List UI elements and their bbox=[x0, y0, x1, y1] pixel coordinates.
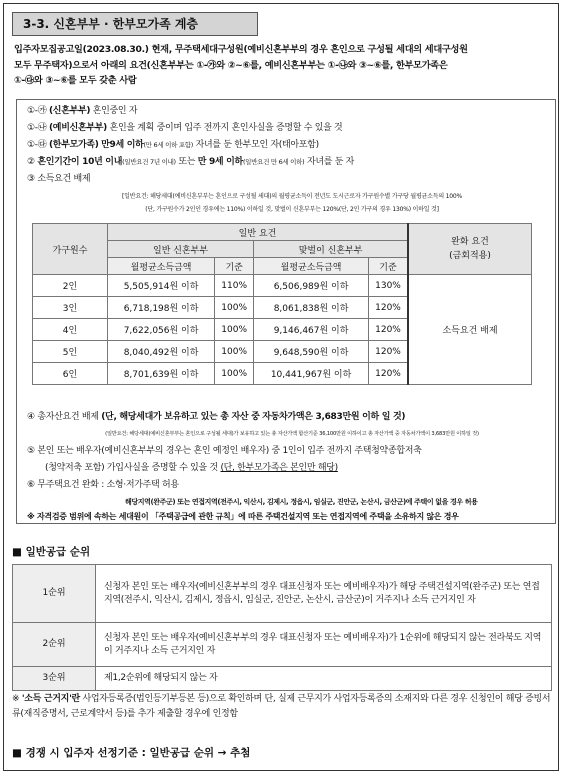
cell-dual-income: 9,146,467원 이하 bbox=[254, 319, 369, 341]
requirement-text: 혼인중인 자 bbox=[92, 106, 138, 116]
selection-criteria: ■ 경쟁 시 입주자 선정기준 : 일반공급 순위 → 추첨 bbox=[12, 747, 251, 759]
rank-description: 제1,2순위에 해당되지 않는 자 bbox=[96, 667, 552, 691]
requirement-text: 혼인을 계획 중이며 입주 전까지 혼인사실을 증명할 수 있을 것 bbox=[109, 123, 343, 133]
cell-single-pct: 100% bbox=[215, 341, 254, 363]
requirement-marker: ③ bbox=[27, 174, 35, 184]
requirement-marker: ② bbox=[27, 157, 35, 167]
intro-line: 모두 무주택자)으로서 아래의 요건(신혼부부는 ①-㉮와 ②~⑥를, 예비신혼부부는 ①-㉯와 ③~⑥를, 한부모가족은 bbox=[14, 59, 448, 71]
requirement-title-age: 만9세 이하 bbox=[101, 140, 144, 150]
footnote-mark: ※ bbox=[12, 694, 20, 704]
requirement-text: 또는 bbox=[178, 157, 196, 167]
cell-single-income: 6,718,198원 이하 bbox=[108, 297, 215, 319]
requirement-5-cont bbox=[45, 461, 338, 475]
cell-single-income: 8,701,639원 이하 bbox=[108, 363, 215, 385]
requirement-small-note: (만 6세 이하 포함) bbox=[143, 141, 194, 149]
requirement-text: 자녀를 둔 한부모인 자(태아포함) bbox=[195, 140, 319, 150]
income-base-footnote bbox=[12, 692, 552, 722]
cell-dual-income: 6,506,989원 이하 bbox=[254, 275, 369, 297]
cell-single-pct: 100% bbox=[215, 297, 254, 319]
cell-single-income: 5,505,914원 이하 bbox=[108, 275, 215, 297]
header-std: 기준 bbox=[215, 258, 254, 275]
header-std: 기준 bbox=[369, 258, 409, 275]
requirement-marker: ⑥ bbox=[27, 480, 35, 490]
requirement-1b bbox=[27, 121, 342, 135]
warning-note: ※ 자격검증 범위에 속하는 세대원이 「주택공급에 관한 규칙」에 따른 주택건설지역 또는 연접지역에 주택을 소유하지 않은 경우 bbox=[27, 512, 459, 521]
rank-cell: 3순위 bbox=[13, 667, 96, 691]
requirement-text: (청약저축 포함) 가입사실을 증명할 수 있을 것 bbox=[45, 463, 218, 473]
income-table bbox=[32, 223, 532, 385]
requirement-title: (예비신혼부부) bbox=[48, 123, 107, 133]
requirement-4 bbox=[27, 410, 405, 424]
requirement-6 bbox=[27, 478, 179, 492]
requirement-extra: (단, 해당세대가 보유하고 있는 총 자산 중 자동차가액은 3,683만원 이하 일 것) bbox=[101, 412, 406, 422]
cell-dual-pct: 120% bbox=[369, 319, 409, 341]
cell-dual-income: 8,061,838원 이하 bbox=[254, 297, 369, 319]
requirement-3 bbox=[27, 172, 90, 186]
cell-size: 4인 bbox=[33, 319, 108, 341]
requirement-small-note: (일반요건 만 6세 이하) bbox=[242, 158, 305, 166]
header-dual: 맞벌이 신혼부부 bbox=[254, 241, 408, 258]
cell-single-income: 8,040,492원 이하 bbox=[108, 341, 215, 363]
requirement-text: 본인 또는 배우자(예비신혼부부의 경우는 혼인 예정인 배우자) 중 1인이 입주 전까지 주택청약종합저축 bbox=[37, 446, 422, 456]
cell-single-pct: 110% bbox=[215, 275, 254, 297]
rank-description: 신청자 본인 또는 배우자(예비신혼부부의 경우 대표신청자 또는 예비배우자)가 1순위에 해당되지 않는 전라북도 지역이 거주지나 소득 근거지인 자 bbox=[96, 623, 552, 667]
requirement-title: (한부모가족) bbox=[48, 140, 99, 150]
cell-single-income: 7,622,056원 이하 bbox=[108, 319, 215, 341]
requirement-title-age: 만 9세 이하 bbox=[197, 157, 243, 167]
requirement-marker: ①-㉰ bbox=[27, 140, 47, 150]
header-income: 월평균소득금액 bbox=[108, 258, 215, 275]
requirement-title: 혼인기간이 10년 이내 bbox=[37, 157, 123, 167]
requirement-marker: ①-㉮ bbox=[27, 106, 47, 116]
cell-dual-pct: 120% bbox=[369, 297, 409, 319]
cell-dual-pct: 120% bbox=[369, 341, 409, 363]
requirement-underlined: (단, 한부모가족은 본인만 해당) bbox=[220, 463, 338, 473]
header-relax-label: 완화 요건 bbox=[451, 237, 489, 247]
income-note-line: [일반요건: 해당세대(예비신혼부부는 혼인으로 구성될 세대)의 월평균소득이 전년도 도시근로자 가구원수별 가구당 월평균소득의 100% bbox=[122, 193, 462, 200]
rank-cell: 1순위 bbox=[13, 565, 96, 623]
cell-dual-pct: 120% bbox=[369, 363, 409, 385]
cell-relax-value: 소득요건 배제 bbox=[408, 275, 532, 385]
rank-cell: 2순위 bbox=[13, 623, 96, 667]
requirement-text: 자녀를 둔 자 bbox=[306, 157, 355, 167]
cell-dual-pct: 130% bbox=[369, 275, 409, 297]
cell-size: 5인 bbox=[33, 341, 108, 363]
requirement-6-note: 해당지역(완주군) 또는 연접지역(전주시, 익산시, 김제시, 정읍시, 임실군, 진안군, 논산시, 금산군)에 주택이 없을 경우 허용 bbox=[125, 498, 478, 506]
document-page bbox=[3, 3, 559, 771]
intro-line: ①-㉰와 ③~⑥를 모두 갖춘 사람 bbox=[14, 75, 137, 86]
requirement-5 bbox=[27, 444, 422, 458]
requirement-marker: ④ bbox=[27, 412, 35, 422]
header-single: 일반 신혼부부 bbox=[108, 241, 254, 258]
requirement-1a bbox=[27, 104, 137, 118]
requirement-text: 총자산요건 배제 bbox=[37, 412, 99, 422]
requirement-text: 무주택요건 완화 : 소형·저가주택 허용 bbox=[37, 480, 179, 490]
header-relax bbox=[408, 224, 532, 275]
requirement-marker: ⑤ bbox=[27, 446, 35, 456]
requirement-title: (신혼부부) bbox=[48, 106, 91, 116]
header-relax-sub: (금회적용) bbox=[449, 251, 491, 261]
income-note-line: (단, 가구원수가 2인인 경우에는 110%) 이하일 것, 맞벌이 신혼부부는 120%(단, 2인 가구의 경우 130%) 이하일 것] bbox=[145, 206, 439, 213]
footnote-term: '소득 근거지'란 bbox=[21, 694, 80, 704]
header-income: 월평균소득금액 bbox=[254, 258, 369, 275]
intro-line: 입주자모집공고일(2023.08.30.) 현재, 무주택세대구성원(예비신혼부부의 경우 혼인으로 구성될 세대의 세대구성원 bbox=[14, 44, 468, 55]
cell-size: 2인 bbox=[33, 275, 108, 297]
cell-single-pct: 100% bbox=[215, 363, 254, 385]
cell-dual-income: 10,441,967원 이하 bbox=[254, 363, 369, 385]
header-household: 가구원수 bbox=[33, 224, 108, 275]
section-title: 3-3. 신혼부부 · 한부모가족 계층 bbox=[12, 12, 258, 36]
cell-dual-income: 9,648,590원 이하 bbox=[254, 341, 369, 363]
supply-order-table bbox=[12, 564, 552, 691]
requirement-marker: ①-㉯ bbox=[27, 123, 47, 133]
cell-size: 6인 bbox=[33, 363, 108, 385]
footnote-text: 사업자등록증(법인등기부등본 등)으로 확인하며 단, 실제 근무지가 사업자등록증의 소재지와 다른 경우 신청인이 해당 증빙서류(재직증명서, 근로계약서 등)를 추가 제출할 경우에 인정함 bbox=[12, 694, 551, 719]
requirement-1c bbox=[27, 138, 319, 152]
asset-note: (일반요건: 해당세대(예비신혼부부는 혼인으로 구성될 세대)가 보유하고 있는 총 자산가액 합산기준 36,100만원 이하이고 총 자산가액 중 자동차가액이 3,683만원 이하일 것) bbox=[105, 431, 479, 437]
cell-size: 3인 bbox=[33, 297, 108, 319]
requirement-small-note: (일반요건 7년 이내) bbox=[122, 158, 176, 166]
requirement-2 bbox=[27, 155, 354, 169]
rank-description: 신청자 본인 또는 배우자(예비신혼부부의 경우 대표신청자 또는 예비배우자)가 해당 주택건설지역(완주군) 또는 연접지역(전주시, 익산시, 김제시, 정읍시, 임실군, 진안군, 논산시, 금산군)이 거주지나 소득 근거지인 자 bbox=[96, 565, 552, 623]
requirement-text: 소득요건 배제 bbox=[37, 174, 91, 184]
cell-single-pct: 100% bbox=[215, 319, 254, 341]
general-supply-title: ■ 일반공급 순위 bbox=[12, 546, 91, 558]
header-general: 일반 요건 bbox=[108, 224, 409, 241]
intro-paragraph bbox=[14, 42, 554, 89]
